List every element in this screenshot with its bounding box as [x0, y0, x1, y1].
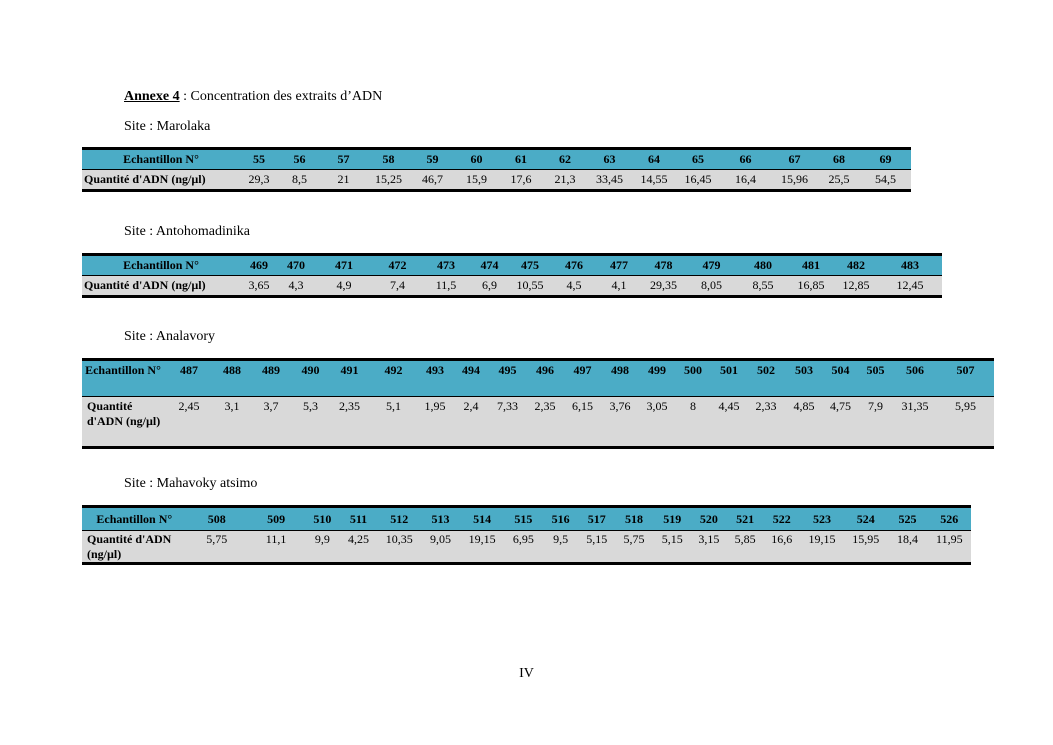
dna-quantity-cell: 5,15 [653, 531, 691, 564]
sample-number-cell: 491 [329, 360, 370, 397]
dna-quantity-cell: 7,33 [489, 397, 526, 448]
sample-number-cell: 483 [878, 255, 942, 276]
header-row [82, 507, 971, 531]
dna-quantity-cell: 6,95 [504, 531, 542, 564]
dna-quantity-cell: 31,35 [893, 397, 937, 448]
dna-quantity-cell: 5,75 [187, 531, 247, 564]
sample-number-cell: 523 [800, 507, 844, 531]
dna-quantity-cell: 6,15 [564, 397, 601, 448]
sample-number-cell: 505 [858, 360, 893, 397]
dna-quantity-cell: 5,95 [937, 397, 994, 448]
dna-quantity-cell: 8,5 [278, 170, 321, 191]
dna-quantity-header: Quantité d'ADN (ng/µl) [82, 170, 240, 191]
sample-number-cell: 60 [454, 149, 499, 170]
dna-quantity-cell: 25,5 [818, 170, 860, 191]
sample-number-cell: 479 [685, 255, 738, 276]
sample-number-cell: 526 [928, 507, 971, 531]
sample-number-cell: 490 [292, 360, 329, 397]
sample-number-cell: 58 [366, 149, 411, 170]
dna-quantity-cell: 4,3 [278, 276, 314, 297]
dna-quantity-cell: 29,35 [642, 276, 685, 297]
sample-number-cell: 493 [417, 360, 453, 397]
dna-quantity-cell: 8,05 [685, 276, 738, 297]
dna-quantity-cell: 10,55 [508, 276, 552, 297]
dna-quantity-cell: 4,85 [785, 397, 823, 448]
dna-quantity-cell: 4,5 [552, 276, 596, 297]
sample-number-cell: 472 [374, 255, 421, 276]
sample-number-cell: 65 [676, 149, 720, 170]
sample-number-cell: 524 [844, 507, 887, 531]
dna-quantity-cell: 6,9 [471, 276, 508, 297]
sample-number-cell: 57 [321, 149, 366, 170]
sample-number-cell: 497 [564, 360, 601, 397]
sample-number-cell: 515 [504, 507, 542, 531]
value-row [82, 170, 911, 191]
sample-number-cell: 513 [421, 507, 460, 531]
dna-quantity-cell: 3,05 [639, 397, 675, 448]
sample-number-cell: 474 [471, 255, 508, 276]
sample-number-cell: 475 [508, 255, 552, 276]
dna-table-analavory [82, 358, 994, 449]
dna-quantity-cell: 1,95 [417, 397, 453, 448]
dna-quantity-cell: 4,75 [823, 397, 858, 448]
sample-number-cell: 494 [453, 360, 489, 397]
sample-number-cell: 496 [526, 360, 564, 397]
dna-quantity-cell: 2,4 [453, 397, 489, 448]
site-label-antohomadinika: Site : Antohomadinika [124, 224, 250, 239]
dna-quantity-cell: 11,1 [247, 531, 305, 564]
dna-quantity-cell: 15,96 [771, 170, 818, 191]
dna-quantity-cell: 2,33 [747, 397, 785, 448]
sample-number-cell: 510 [305, 507, 339, 531]
dna-quantity-cell: 12,45 [878, 276, 942, 297]
dna-quantity-cell: 2,45 [164, 397, 214, 448]
page-number: IV [519, 666, 534, 681]
dna-quantity-cell: 2,35 [526, 397, 564, 448]
dna-quantity-cell: 16,6 [764, 531, 800, 564]
sample-number-cell: 66 [720, 149, 771, 170]
dna-quantity-cell: 16,4 [720, 170, 771, 191]
site-label-marolaka: Site : Marolaka [124, 119, 211, 134]
sample-number-cell: 481 [788, 255, 834, 276]
dna-quantity-cell: 3,65 [240, 276, 278, 297]
dna-quantity-cell: 14,55 [632, 170, 676, 191]
dna-quantity-cell: 9,05 [421, 531, 460, 564]
dna-quantity-cell: 5,85 [727, 531, 764, 564]
sample-number-cell: 508 [187, 507, 247, 531]
sample-number-cell: 471 [314, 255, 374, 276]
dna-table-marolaka [82, 147, 911, 192]
dna-quantity-cell: 21,3 [543, 170, 587, 191]
sample-number-cell: 62 [543, 149, 587, 170]
sample-number-cell: 518 [615, 507, 653, 531]
sample-number-cell: 478 [642, 255, 685, 276]
sample-number-cell: 489 [250, 360, 292, 397]
dna-quantity-cell: 7,9 [858, 397, 893, 448]
header-row [82, 360, 994, 397]
annexe-title [124, 89, 382, 105]
sample-number-cell: 519 [653, 507, 691, 531]
dna-quantity-cell: 21 [321, 170, 366, 191]
dna-quantity-cell: 4,45 [711, 397, 747, 448]
dna-quantity-cell: 4,25 [339, 531, 377, 564]
dna-quantity-cell: 3,1 [214, 397, 250, 448]
site-label-analavory: Site : Analavory [124, 329, 215, 344]
sample-number-cell: 504 [823, 360, 858, 397]
dna-quantity-cell: 8 [675, 397, 711, 448]
dna-quantity-cell: 8,55 [738, 276, 788, 297]
sample-number-cell: 525 [887, 507, 927, 531]
dna-quantity-cell: 7,4 [374, 276, 421, 297]
sample-number-cell: 520 [691, 507, 726, 531]
annexe-label: Annexe 4 [124, 89, 180, 104]
dna-quantity-cell: 29,3 [240, 170, 278, 191]
dna-table-antohomadinika [82, 253, 942, 298]
dna-quantity-cell: 4,1 [596, 276, 642, 297]
header-row [82, 255, 942, 276]
sample-number-cell: 502 [747, 360, 785, 397]
sample-number-cell: 499 [639, 360, 675, 397]
sample-number-cell: 522 [764, 507, 800, 531]
sample-number-cell: 501 [711, 360, 747, 397]
sample-number-cell: 61 [499, 149, 543, 170]
sample-number-cell: 506 [893, 360, 937, 397]
sample-number-cell: 64 [632, 149, 676, 170]
value-row [82, 531, 971, 564]
dna-quantity-cell: 3,7 [250, 397, 292, 448]
sample-number-header: Echantillon N° [82, 149, 240, 170]
sample-number-cell: 469 [240, 255, 278, 276]
sample-number-cell: 487 [164, 360, 214, 397]
sample-number-cell: 509 [247, 507, 305, 531]
dna-quantity-cell: 46,7 [411, 170, 454, 191]
sample-number-cell: 68 [818, 149, 860, 170]
sample-number-cell: 503 [785, 360, 823, 397]
dna-quantity-cell: 5,75 [615, 531, 653, 564]
dna-quantity-cell: 33,45 [587, 170, 632, 191]
sample-number-cell: 55 [240, 149, 278, 170]
dna-quantity-cell: 19,15 [460, 531, 504, 564]
value-row [82, 276, 942, 297]
sample-number-cell: 521 [727, 507, 764, 531]
sample-number-cell: 517 [579, 507, 615, 531]
sample-number-cell: 56 [278, 149, 321, 170]
dna-quantity-cell: 15,9 [454, 170, 499, 191]
dna-quantity-cell: 19,15 [800, 531, 844, 564]
dna-quantity-cell: 11,5 [421, 276, 471, 297]
sample-number-cell: 507 [937, 360, 994, 397]
header-row [82, 149, 911, 170]
value-row [82, 397, 994, 448]
dna-quantity-cell: 54,5 [860, 170, 911, 191]
sample-number-cell: 492 [370, 360, 417, 397]
sample-number-cell: 488 [214, 360, 250, 397]
dna-quantity-cell: 11,95 [928, 531, 971, 564]
dna-quantity-header: Quantité d'ADN (ng/µl) [82, 276, 240, 297]
sample-number-cell: 67 [771, 149, 818, 170]
sample-number-cell: 480 [738, 255, 788, 276]
site-label-mahavoky-atsimo: Site : Mahavoky atsimo [124, 476, 258, 491]
sample-number-cell: 476 [552, 255, 596, 276]
dna-quantity-cell: 3,76 [601, 397, 639, 448]
sample-number-cell: 516 [543, 507, 579, 531]
sample-number-header: Echantillon N° [82, 360, 164, 397]
sample-number-cell: 512 [378, 507, 421, 531]
dna-quantity-header: Quantité d'ADN (ng/µl) [82, 397, 164, 448]
dna-quantity-cell: 4,9 [314, 276, 374, 297]
dna-quantity-cell: 5,1 [370, 397, 417, 448]
dna-quantity-header: Quantité d'ADN (ng/µl) [82, 531, 187, 564]
sample-number-header: Echantillon N° [82, 255, 240, 276]
sample-number-cell: 470 [278, 255, 314, 276]
sample-number-cell: 482 [834, 255, 878, 276]
sample-number-cell: 473 [421, 255, 471, 276]
dna-quantity-cell: 10,35 [378, 531, 421, 564]
dna-table-mahavoky-atsimo [82, 505, 971, 565]
dna-quantity-cell: 5,3 [292, 397, 329, 448]
dna-quantity-cell: 16,45 [676, 170, 720, 191]
dna-quantity-cell: 12,85 [834, 276, 878, 297]
sample-number-cell: 511 [339, 507, 377, 531]
dna-quantity-cell: 16,85 [788, 276, 834, 297]
sample-number-cell: 63 [587, 149, 632, 170]
sample-number-cell: 69 [860, 149, 911, 170]
sample-number-cell: 495 [489, 360, 526, 397]
sample-number-cell: 59 [411, 149, 454, 170]
sample-number-cell: 498 [601, 360, 639, 397]
sample-number-header: Echantillon N° [82, 507, 187, 531]
sample-number-cell: 500 [675, 360, 711, 397]
sample-number-cell: 514 [460, 507, 504, 531]
dna-quantity-cell: 5,15 [579, 531, 615, 564]
dna-quantity-cell: 18,4 [887, 531, 927, 564]
dna-quantity-cell: 3,15 [691, 531, 726, 564]
dna-quantity-cell: 15,25 [366, 170, 411, 191]
dna-quantity-cell: 9,5 [543, 531, 579, 564]
dna-quantity-cell: 9,9 [305, 531, 339, 564]
dna-quantity-cell: 17,6 [499, 170, 543, 191]
annexe-caption: : Concentration des extraits d’ADN [179, 89, 383, 104]
dna-quantity-cell: 15,95 [844, 531, 887, 564]
dna-quantity-cell: 2,35 [329, 397, 370, 448]
sample-number-cell: 477 [596, 255, 642, 276]
